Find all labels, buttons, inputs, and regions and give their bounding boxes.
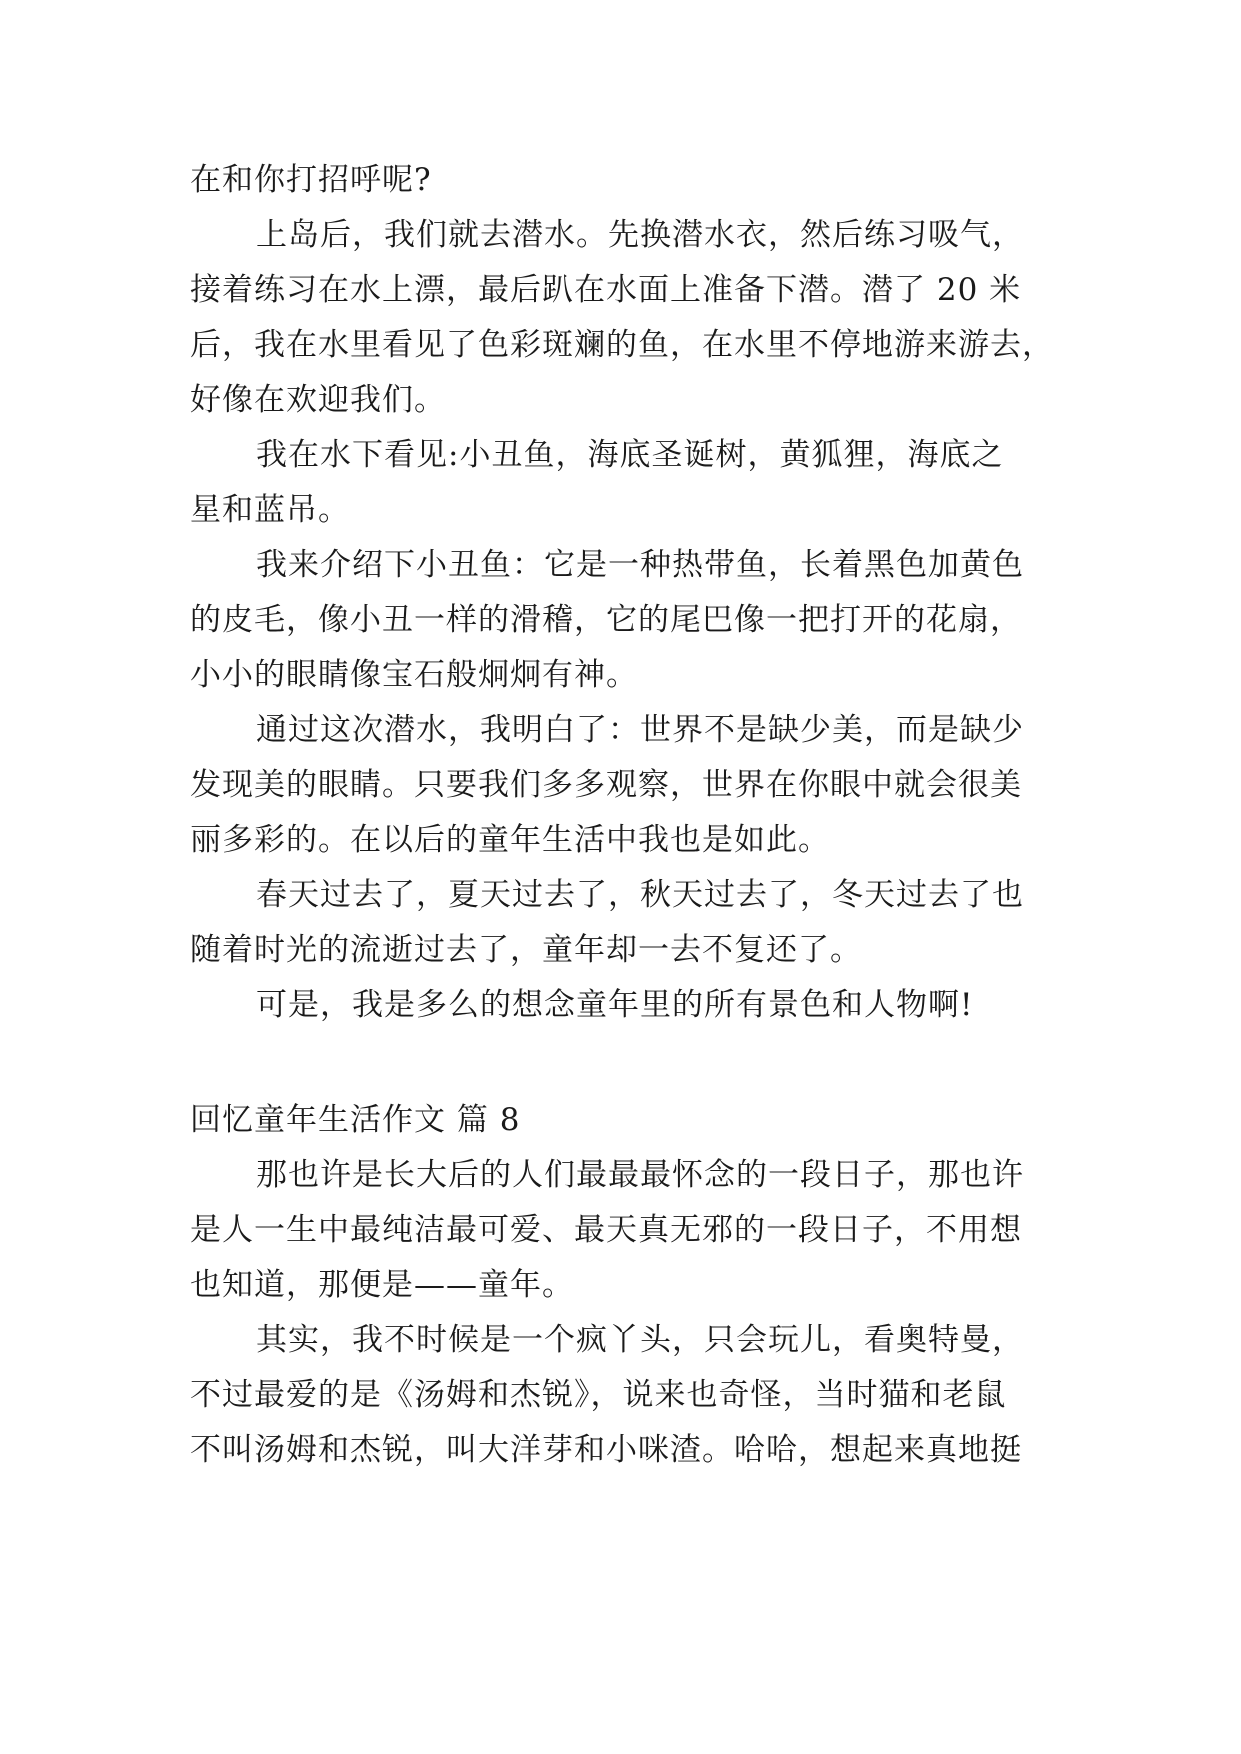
text-line: 星和蓝吊。 [190,492,350,528]
paragraph-first-line: 那也许是长大后的人们最最最怀念的一段日子，那也许 [256,1157,1024,1193]
text-line: 小小的眼睛像宝石般炯炯有神。 [190,657,638,693]
paragraph-first-line: 我来介绍下小丑鱼：它是一种热带鱼，长着黑色加黄色 [256,547,1024,583]
paragraph-first-line: 春天过去了，夏天过去了，秋天过去了，冬天过去了也 [256,877,1024,913]
text-line: 在和你打招呼呢? [190,162,432,198]
paragraph-first-line: 其实，我不时候是一个疯丫头，只会玩儿，看奥特曼， [256,1322,1024,1358]
text-line: 随着时光的流逝过去了，童年却一去不复还了。 [190,932,862,968]
text-line: 接着练习在水上漂，最后趴在水面上准备下潜。潜了 20 米 [190,272,1022,308]
text-line: 发现美的眼睛。只要我们多多观察，世界在你眼中就会很美 [190,767,1022,803]
paragraph-first-line: 通过这次潜水，我明白了：世界不是缺少美，而是缺少 [256,712,1024,748]
section-heading: 回忆童年生活作文 篇 8 [190,1102,521,1138]
paragraph-first-line: 上岛后，我们就去潜水。先换潜水衣，然后练习吸气， [256,217,1024,253]
text-line: 后，我在水里看见了色彩斑斓的鱼，在水里不停地游来游去， [190,327,1054,363]
text-line: 丽多彩的。在以后的童年生活中我也是如此。 [190,822,830,858]
paragraph-first-line: 可是，我是多么的想念童年里的所有景色和人物啊! [256,987,974,1023]
text-line: 好像在欢迎我们。 [190,382,446,418]
text-line: 不过最爱的是《汤姆和杰锐》，说来也奇怪，当时猫和老鼠 [190,1377,1007,1413]
text-line: 也知道，那便是——童年。 [190,1267,574,1303]
text-line: 的皮毛，像小丑一样的滑稽，它的尾巴像一把打开的花扇， [190,602,1022,638]
text-line: 是人一生中最纯洁最可爱、最天真无邪的一段日子，不用想 [190,1212,1022,1248]
text-line: 不叫汤姆和杰锐，叫大洋芽和小咪渣。哈哈，想起来真地挺 [190,1432,1022,1468]
paragraph-first-line: 我在水下看见:小丑鱼，海底圣诞树，黄狐狸，海底之 [256,437,1004,473]
